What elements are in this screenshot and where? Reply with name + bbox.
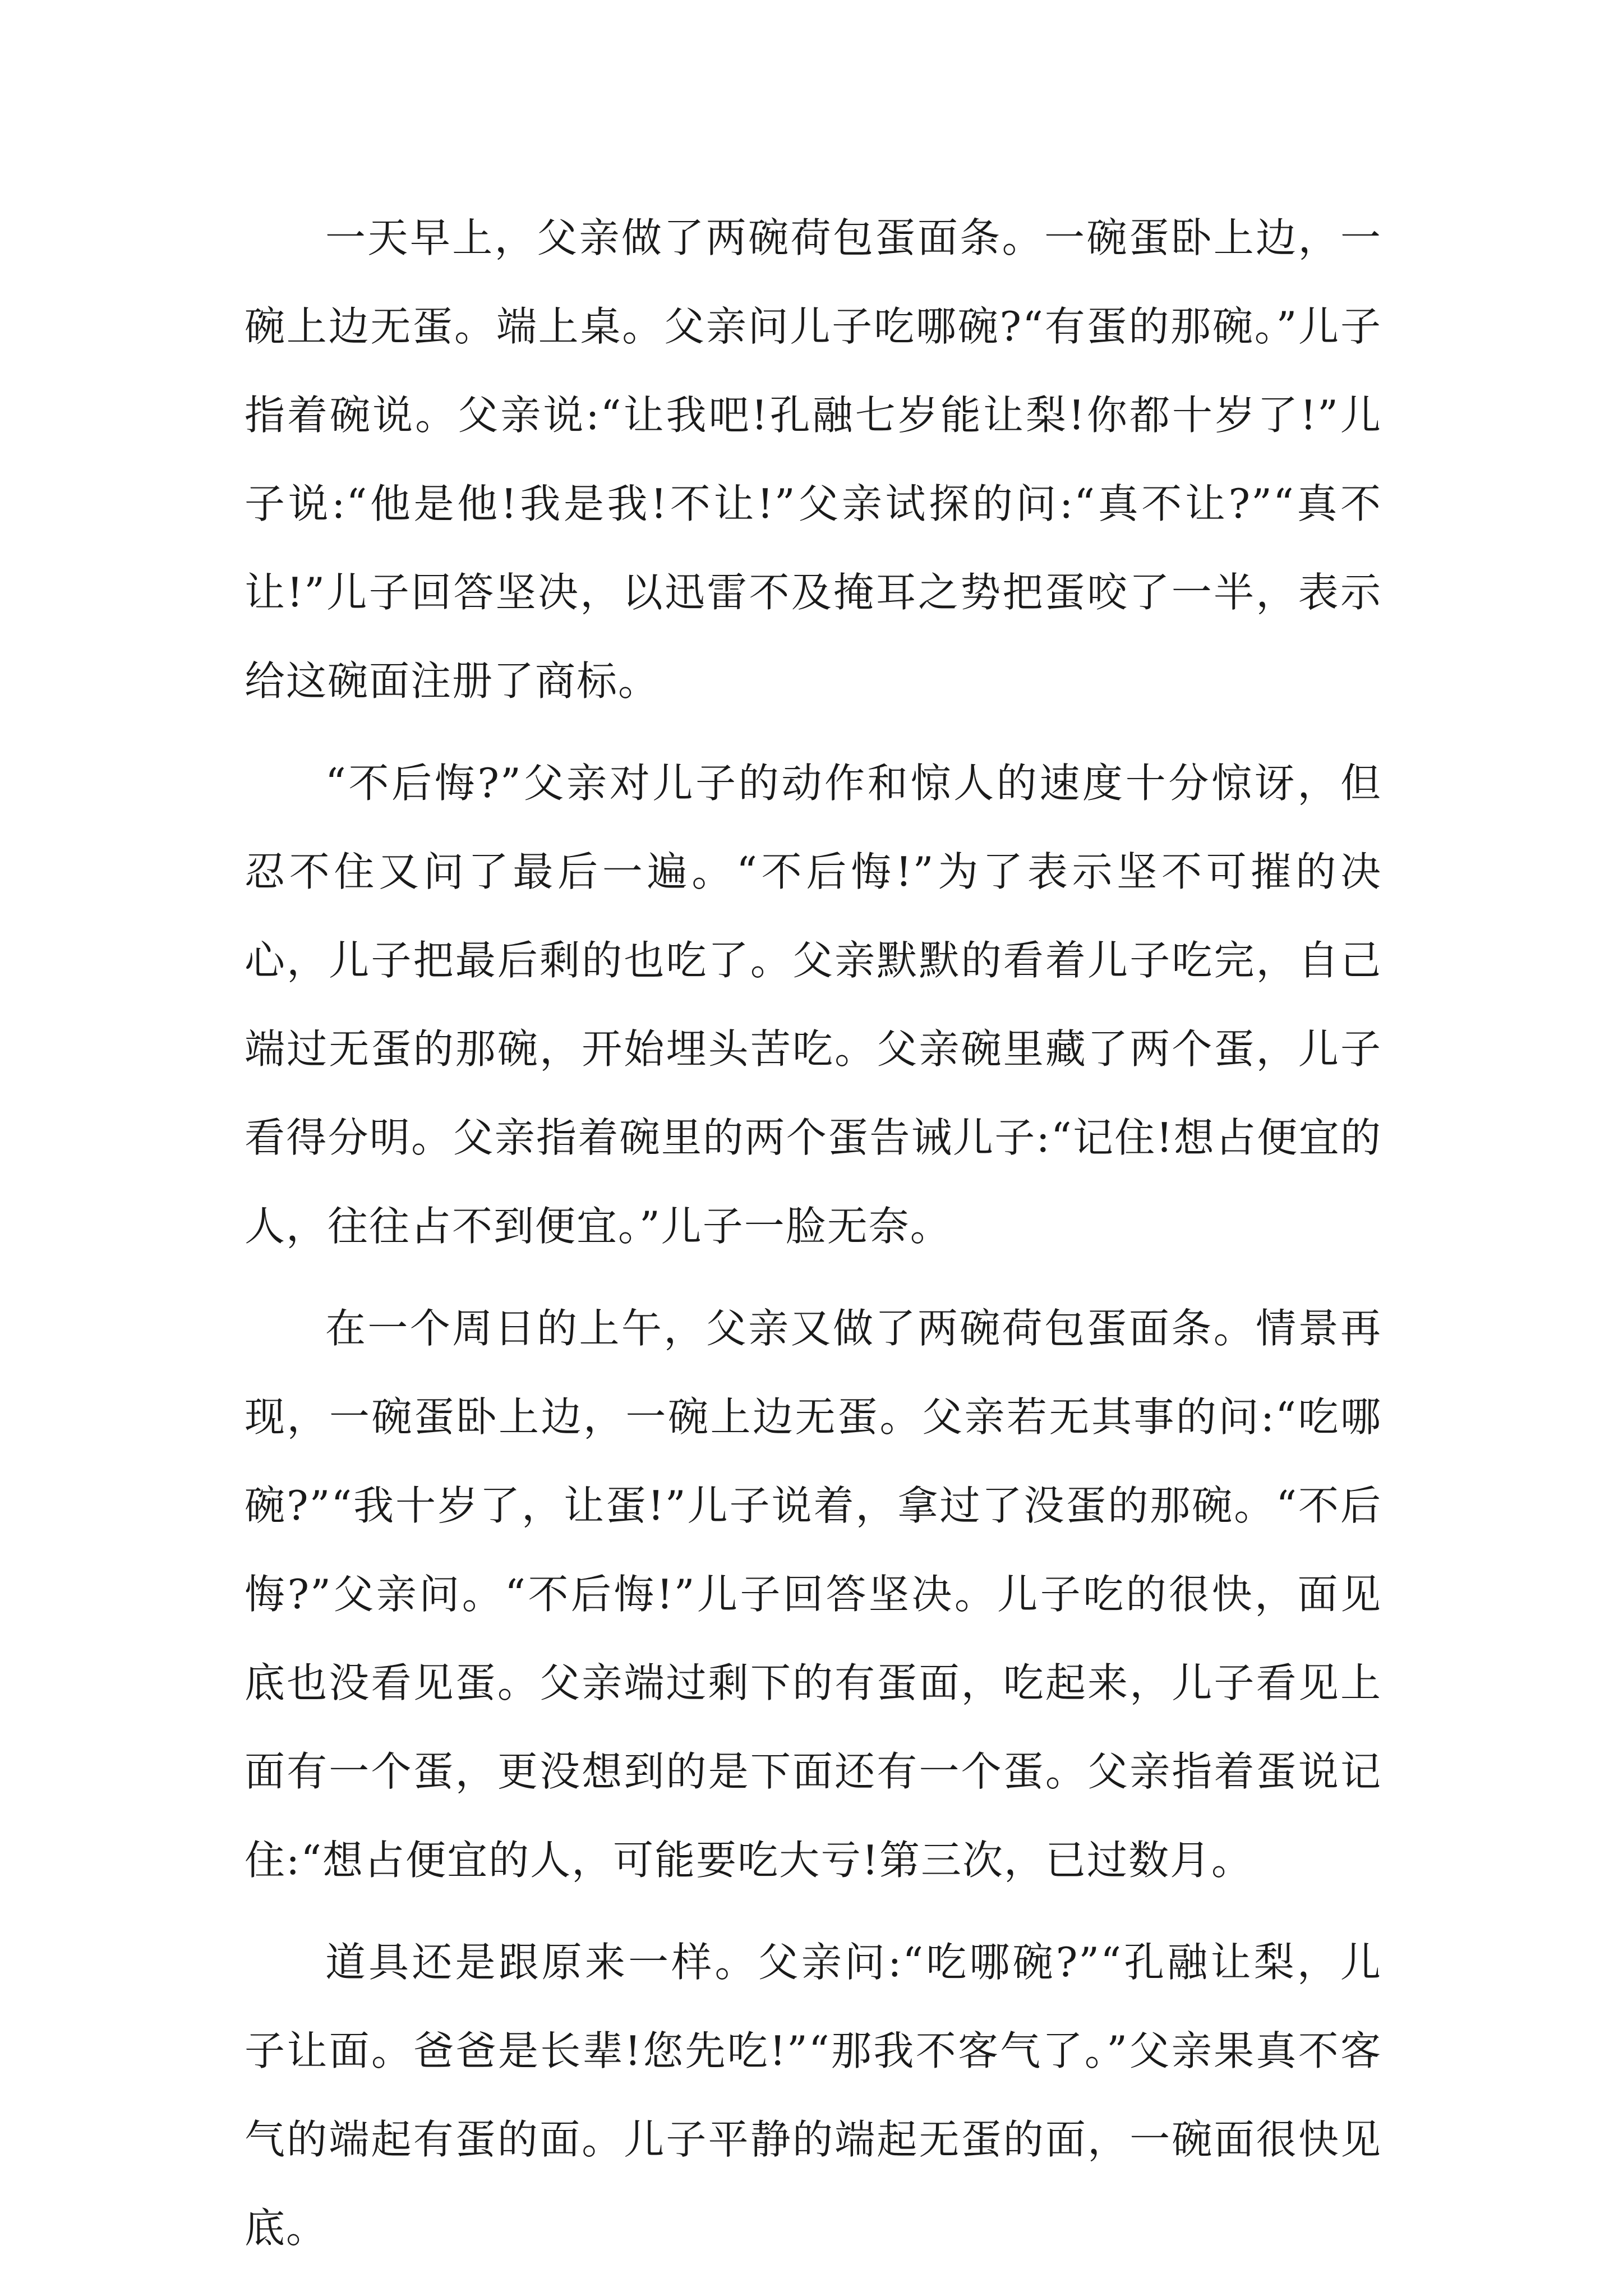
paragraph-2: “不后悔?”父亲对儿子的动作和惊人的速度十分惊讶，但忍不住又问了最后一遍。“不后悔!”为了表示坚不可摧的决心，儿子把最后剩的也吃了。父亲默默的看着儿子吃完，自己端过无蛋的那碗，开始埋头苦吃。父亲碗里藏了两个蛋，儿子看得分明。父亲指着碗里的两个蛋告诫儿子:“记住!想占便宜的人，往往占不到便宜。”儿子一脸无奈。: [245, 760, 1382, 1250]
article-body: [245, 194, 1382, 2286]
paragraph-1: 一天早上，父亲做了两碗荷包蛋面条。一碗蛋卧上边，一碗上边无蛋。端上桌。父亲问儿子吃哪碗?“有蛋的那碗。”儿子指着碗说。父亲说:“让我吧!孔融七岁能让梨!你都十岁了!”儿子说:“他是他!我是我!不让!”父亲试探的问:“真不让?”“真不让!”儿子回答坚决，以迅雷不及掩耳之势把蛋咬了一半，表示给这碗面注册了商标。: [245, 214, 1382, 705]
paragraph-4: 道具还是跟原来一样。父亲问:“吃哪碗?”“孔融让梨，儿子让面。爸爸是长辈!您先吃!”“那我不客气了。”父亲果真不客气的端起有蛋的面。儿子平静的端起无蛋的面，一碗面很快见底。: [245, 1939, 1382, 2252]
paragraph-3: 在一个周日的上午，父亲又做了两碗荷包蛋面条。情景再现，一碗蛋卧上边，一碗上边无蛋。父亲若无其事的问:“吃哪碗?”“我十岁了，让蛋!”儿子说着，拿过了没蛋的那碗。“不后悔?”父亲问。“不后悔!”儿子回答坚决。儿子吃的很快，面见底也没看见蛋。父亲端过剩下的有蛋面，吃起来，儿子看见上面有一个蛋，更没想到的是下面还有一个蛋。父亲指着蛋说记住:“想占便宜的人，可能要吃大亏!第三次，已过数月。: [245, 1305, 1382, 1884]
